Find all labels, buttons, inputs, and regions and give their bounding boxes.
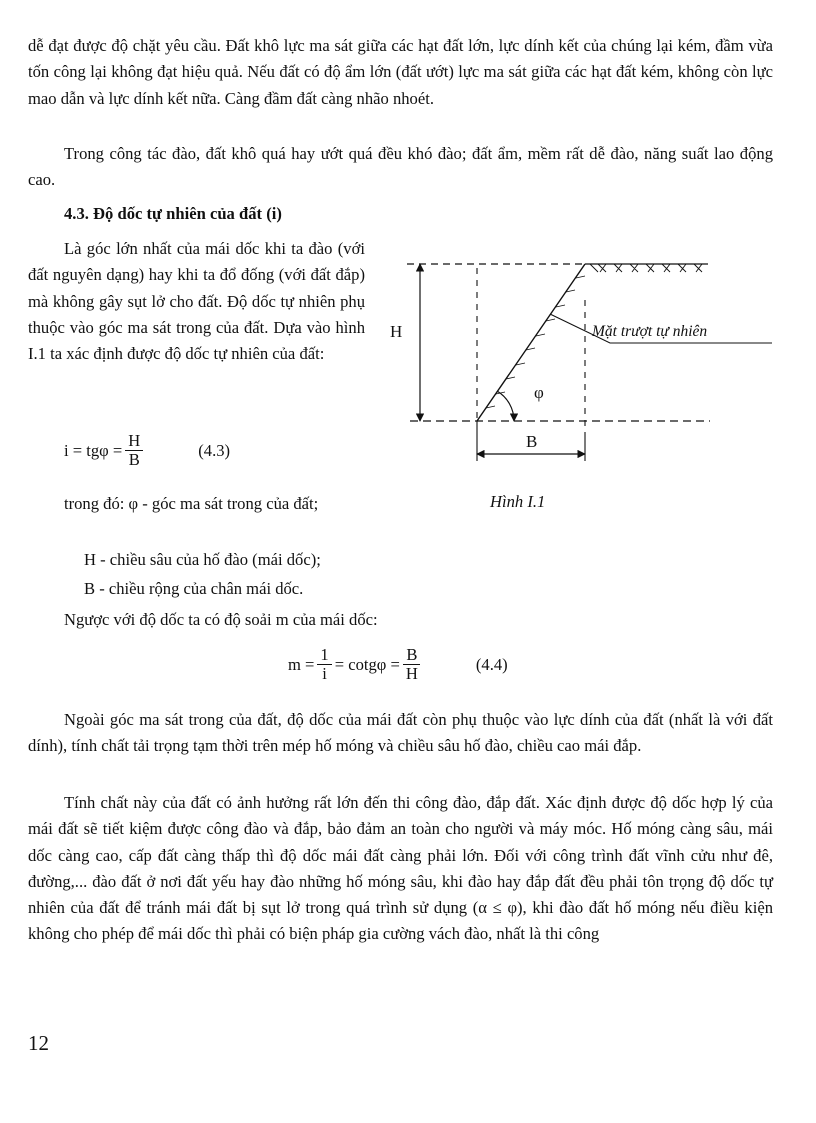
formula-4-4-lhs: m = (288, 654, 315, 674)
formula-4-4-denominator-1: i (322, 664, 327, 683)
paragraph-construction: Tính chất này của đất có ảnh hưởng rất lớn đến thi công đào, đắp đất. Xác định được độ dốc hợp lý của mái đất sẽ tiết kiệm được công đào và đắp, bảo đảm an toàn cho người và máy móc. Hố móng càng sâu, mái dốc càng cao, cấp đất càng thấp thì độ dốc mái đất càng phải lớn. Đối với công trình đất vĩnh cửu như đê, đường,... đào đất ở nơi đất yếu hay đào những hố móng sâu, khi đào hay đắp đất đều phải tôn trọng độ dốc tự nhiên của đất để tránh mái đất bị sụt lở trong quá trình sử dụng (α ≤ φ), khi đào đất hố móng nếu điều kiện không cho phép để mái dốc thì phải có biện pháp gia cường vách đào, nhất là thi công (28, 793, 773, 944)
page-number: 12 (28, 1031, 49, 1055)
definition-h: H - chiều sâu của hố đào (mái dốc); (84, 550, 321, 569)
definition-b: B - chiều rộng của chân mái dốc. (84, 579, 304, 598)
figure-slope-diagram (380, 240, 780, 480)
section-heading: 4.3. Độ dốc tự nhiên của đất (i) (64, 204, 282, 223)
formula-4-3-lhs: i = tgφ = (64, 440, 123, 460)
paragraph-cohesion: Ngoài góc ma sát trong của đất, độ dốc của mái đất còn phụ thuộc vào lực dính của đất (nhất là với đất dính), tính chất tải trọng tạm thời trên mép hố móng và chiều sâu hố đào, chiều cao mái đắp. (28, 710, 773, 756)
angle-label: φ (534, 383, 544, 402)
slope-line (477, 264, 585, 421)
slip-surface-label: Mặt trượt tự nhiên (592, 323, 708, 340)
paragraph-digging: Trong công tác đào, đất khô quá hay ướt quá đều khó đào; đất ẩm, mềm rất dễ đào, năng suất lao động cao. (28, 144, 773, 190)
paragraph-where: trong đó: φ - góc ma sát trong của đất; (64, 494, 319, 513)
formula-4-3-numerator: H (125, 432, 143, 451)
paragraph-intro: dễ đạt được độ chặt yêu cầu. Đất khô lực ma sát giữa các hạt đất lớn, lực dính kết của chúng lại kém, đầm vừa tốn công lại không đạt hiệu quả. Nếu đất có độ ẩm lớn (đất ướt) lực ma sát giữa các hạt đất kém, không còn lực mao dẫn và lực dính kết nữa. Càng đầm đất càng nhão nhoét. (28, 36, 773, 108)
height-label: H (390, 322, 403, 341)
figure-caption: Hình I.1 (490, 492, 546, 511)
paragraph-definition: Là góc lớn nhất của mái dốc khi ta đào (với đất nguyên dạng) hay khi ta đổ đống (với đất đắp) mà không gây sụt lở cho đất. Độ dốc tự nhiên phụ thuộc vào góc ma sát trong của đất. Dựa vào hình I.1 ta xác định được độ dốc tự nhiên của đất: (28, 239, 365, 364)
paragraph-slope-ratio: Ngược với độ dốc ta có độ soải m của mái dốc: (64, 610, 378, 629)
formula-4-3-number: (4.3) (198, 440, 231, 460)
formula-4-4-fraction-1 (317, 646, 331, 683)
formula-4-3 (64, 432, 230, 469)
formula-4-3-fraction (125, 432, 143, 469)
formula-4-3-denominator: B (128, 450, 140, 469)
angle-arc (497, 391, 514, 421)
ground-hatching (590, 264, 702, 272)
formula-4-4 (288, 646, 508, 683)
formula-4-4-mid: = cotgφ = (334, 654, 400, 674)
formula-4-4-number: (4.4) (475, 654, 508, 674)
formula-4-4-denominator-2: H (405, 664, 418, 683)
formula-4-4-numerator-1: 1 (317, 646, 331, 665)
base-label: B (526, 432, 538, 451)
formula-4-4-fraction-2 (403, 646, 421, 683)
formula-4-4-numerator-2: B (403, 646, 420, 665)
